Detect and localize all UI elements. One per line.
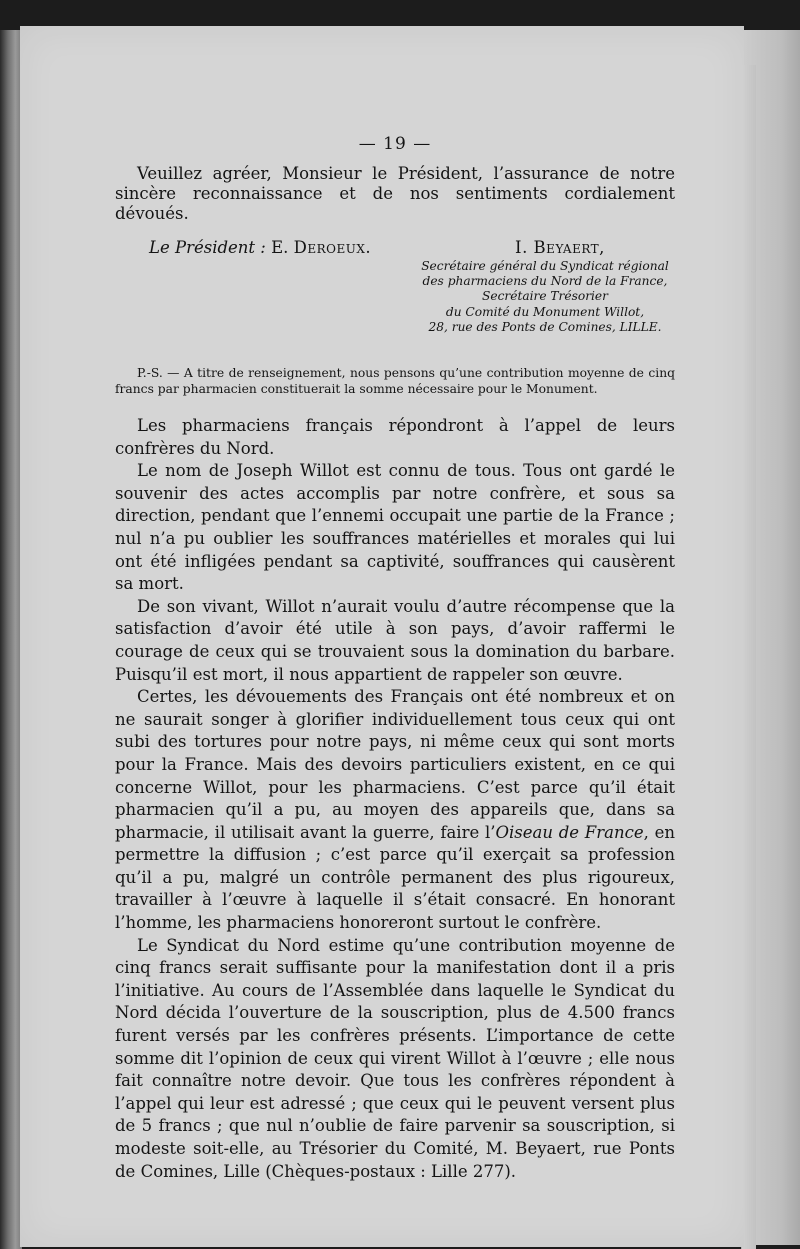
signature-block xyxy=(115,238,675,356)
postscript: P.-S. — A titre de renseignement, nous pensons qu’une contribution moyenne de cinq francs par pharmacien constituerait la somme nécessaire pour le Monument. xyxy=(115,366,675,396)
president-role: Le Président : xyxy=(149,238,266,257)
previous-page-edge xyxy=(0,30,22,1249)
paragraph: De son vivant, Willot n’aurait voulu d’autre récompense que la satisfaction d’avoir été utile à son pays, d’avoir raffermi le courage de ceux qui se trouvaient sous la domination du barbare. Puisqu’il est mort, il nous appartient de rappeler son œuvre. xyxy=(115,596,675,684)
signature-secretary xyxy=(415,238,675,335)
page-sheet xyxy=(20,26,744,1247)
page-content xyxy=(115,134,675,1183)
secretary-name: I. Beyaert, xyxy=(515,238,605,257)
secretary-address: 28, rue des Ponts de Comines, LILLE. xyxy=(428,319,662,334)
paragraph-oiseau-de-france xyxy=(115,686,675,935)
paragraph: Le nom de Joseph Willot est connu de tous. Tous ont gardé le souvenir des actes accomplis par notre confrère, et sous sa direction, pendant que l’ennemi occupait une partie de la France ; nul n’a pu oublier les souffrances matérielles et morales qui lui ont été infligées pendant sa captivité, souffrances qui causèrent sa mort. xyxy=(115,461,675,594)
letter-closing: Veuillez agréer, Monsieur le Président, l’assurance de notre sincère reconnaissance et de nos sentiments cordialement dévoués. xyxy=(115,164,675,223)
newspaper-title: Oiseau de France xyxy=(495,822,644,842)
secretary-line: des pharmaciens du Nord de la France, xyxy=(422,274,668,289)
paragraph: Les pharmaciens français répondront à l’appel de leurs confrères du Nord. xyxy=(115,416,675,458)
president-initial: E. xyxy=(271,238,289,257)
paragraph-text: Certes, les dévouements des Français ont été nombreux et on ne saurait songer à glorifier individuellement tous ceux qui ont subi des tortures pour notre pays, ni même ceux qui sont morts pour la France. Mais des devoirs particuliers existent, en ce qui concerne Willot, pour les pharmaciens. C’est parce qu’il était pharmacien qu’il a pu, au moyen des appareils que, dans sa pharmacie, il utilisait avant la guerre, faire l’ xyxy=(115,687,675,842)
secretary-line: Secrétaire Trésorier xyxy=(482,289,608,304)
signature-president xyxy=(149,238,371,257)
paragraph-text: , en permettre la diffusion ; c’est parce qu’il exerçait sa profession qu’il a pu, malgré un contrôle permanent des plus rigoureux, travailler à l’œuvre à laquelle il s’était consacré. En honorant l’homme, les pharmaciens honoreront surtout le confrère. xyxy=(115,822,675,933)
page-stack-edge xyxy=(738,30,800,1245)
president-name: Deroeux. xyxy=(293,238,372,257)
secretary-line: Secrétaire général du Syndicat régional xyxy=(421,259,669,273)
paragraph: Le Syndicat du Nord estime qu’une contribution moyenne de cinq francs serait suffisante pour la manifestation dont il a pris l’initiative. Au cours de l’Assemblée dans laquelle le Syndicat du Nord décida l’ouverture de la souscription, plus de 4.500 francs furent versés par les confrères présents. L’importance de cette somme dit l’opinion de ceux qui virent Willot à l’œuvre ; elle nous fait connaître notre devoir. Que tous les confrères répondent à l’appel qui leur est adressé ; que ceux qui le peuvent versent plus de 5 francs ; que nul n’oublie de faire parvenir sa souscription, si modeste soit-elle, au Trésorier du Comité, M. Beyaert, rue Ponts de Comines, Lille (Chèques-postaux : Lille 277). xyxy=(115,935,675,1181)
page-number: — 19 — xyxy=(358,134,432,154)
secretary-line: du Comité du Monument Willot, xyxy=(445,304,645,319)
